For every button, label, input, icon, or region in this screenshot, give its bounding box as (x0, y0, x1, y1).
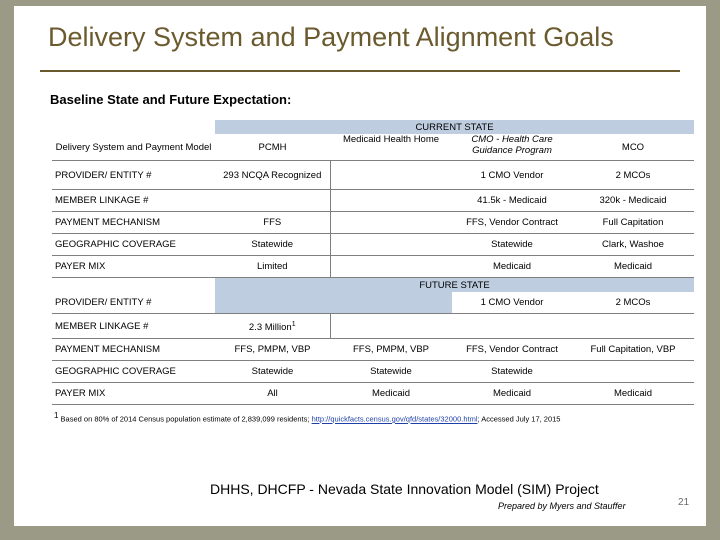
footnote-accessed: ; Accessed July 17, 2015 (477, 414, 561, 424)
table-cell (452, 314, 572, 339)
table-cell: Medicaid (330, 383, 452, 405)
table-cell (215, 190, 330, 212)
current-state-label: CURRENT STATE (215, 120, 694, 134)
table-cell (330, 234, 452, 256)
table-cell: Medicaid (572, 256, 694, 278)
table-cell: FFS, Vendor Contract (452, 212, 572, 234)
project-name: DHHS, DHCFP - Nevada State Innovation Model (SIM) Project (210, 481, 599, 497)
column-header-cmo: CMO - Health Care Guidance Program (452, 134, 572, 161)
table-cell (572, 361, 694, 383)
future-state-header-row (52, 278, 694, 293)
table-cell: Medicaid (452, 383, 572, 405)
section-subtitle: Baseline State and Future Expectation: (50, 92, 292, 107)
footnote-text: Based on 80% of 2014 Census population estimate of 2,839,099 residents; (60, 414, 312, 424)
table-cell (330, 256, 452, 278)
table-cell (572, 314, 694, 339)
frame-left (0, 0, 14, 540)
current-state-header-row (52, 120, 694, 134)
table-row (52, 256, 694, 278)
row-label: PAYMENT MECHANISM (52, 212, 215, 234)
frame-top (0, 0, 720, 6)
table-row (52, 190, 694, 212)
frame-bottom (0, 526, 720, 540)
column-header-health-home: Medicaid Health Home (330, 134, 452, 161)
table-cell: Medicaid (452, 256, 572, 278)
table-row (52, 212, 694, 234)
table-cell (215, 292, 330, 314)
row-label: PAYER MIX (52, 383, 215, 405)
title-divider (40, 70, 680, 72)
table-cell: Statewide (452, 234, 572, 256)
table-cell: FFS, Vendor Contract (452, 339, 572, 361)
frame-right (706, 0, 720, 540)
table-cell (215, 314, 330, 339)
row-label: GEOGRAPHIC COVERAGE (52, 234, 215, 256)
table-cell (330, 190, 452, 212)
table-row (52, 339, 694, 361)
table-cell: FFS, PMPM, VBP (330, 339, 452, 361)
row-label: GEOGRAPHIC COVERAGE (52, 361, 215, 383)
column-header-model: Delivery System and Payment Model (52, 134, 215, 161)
member-linkage-value: 2.3 Million (248, 322, 292, 334)
table-cell: Statewide (330, 361, 452, 383)
table-cell: 2 MCOs (572, 161, 694, 190)
table-cell: Statewide (215, 234, 330, 256)
page-number: 21 (678, 497, 690, 508)
table-cell: All (215, 383, 330, 405)
column-header-row (52, 134, 694, 161)
table-row (52, 292, 694, 314)
row-label: MEMBER LINKAGE # (52, 314, 215, 339)
table-cell: FFS, PMPM, VBP (215, 339, 330, 361)
table-row (52, 361, 694, 383)
table-cell: Clark, Washoe (572, 234, 694, 256)
row-label: PROVIDER/ ENTITY # (52, 161, 215, 190)
table-row (52, 314, 694, 339)
table-cell (330, 292, 452, 314)
table-cell: Statewide (452, 361, 572, 383)
table-cell (330, 212, 452, 234)
column-header-mco: MCO (572, 134, 694, 161)
table-row (52, 234, 694, 256)
row-label: PROVIDER/ ENTITY # (52, 292, 215, 314)
table-cell: FFS (215, 212, 330, 234)
table-cell: 320k - Medicaid (572, 190, 694, 212)
row-label: PAYMENT MECHANISM (52, 339, 215, 361)
table-cell: Statewide (215, 361, 330, 383)
footnote-ref: 1 (291, 320, 296, 328)
page-title: Delivery System and Payment Alignment Goals (48, 22, 614, 52)
census-link[interactable]: http://quickfacts.census.gov/qfd/states/32000.html (311, 414, 478, 424)
table-cell (330, 161, 452, 190)
future-state-label: FUTURE STATE (215, 278, 694, 293)
table-cell: Full Capitation (572, 212, 694, 234)
row-label: MEMBER LINKAGE # (52, 190, 215, 212)
table-cell: 2 MCOs (572, 292, 694, 314)
table-cell: 1 CMO Vendor (452, 292, 572, 314)
table-row (52, 161, 694, 190)
prepared-by: Prepared by Myers and Stauffer (498, 501, 626, 511)
table-cell: 293 NCQA Recognized (215, 161, 330, 190)
footnote-marker: 1 (54, 411, 59, 420)
table-cell: Medicaid (572, 383, 694, 405)
alignment-table (52, 120, 694, 405)
table-cell: Full Capitation, VBP (572, 339, 694, 361)
row-label: PAYER MIX (52, 256, 215, 278)
footnote (54, 410, 664, 426)
table-cell: 41.5k - Medicaid (452, 190, 572, 212)
table-cell (330, 314, 452, 339)
table-row (52, 383, 694, 405)
table-cell: 1 CMO Vendor (452, 161, 572, 190)
table-cell: Limited (215, 256, 330, 278)
column-header-pcmh: PCMH (215, 134, 330, 161)
